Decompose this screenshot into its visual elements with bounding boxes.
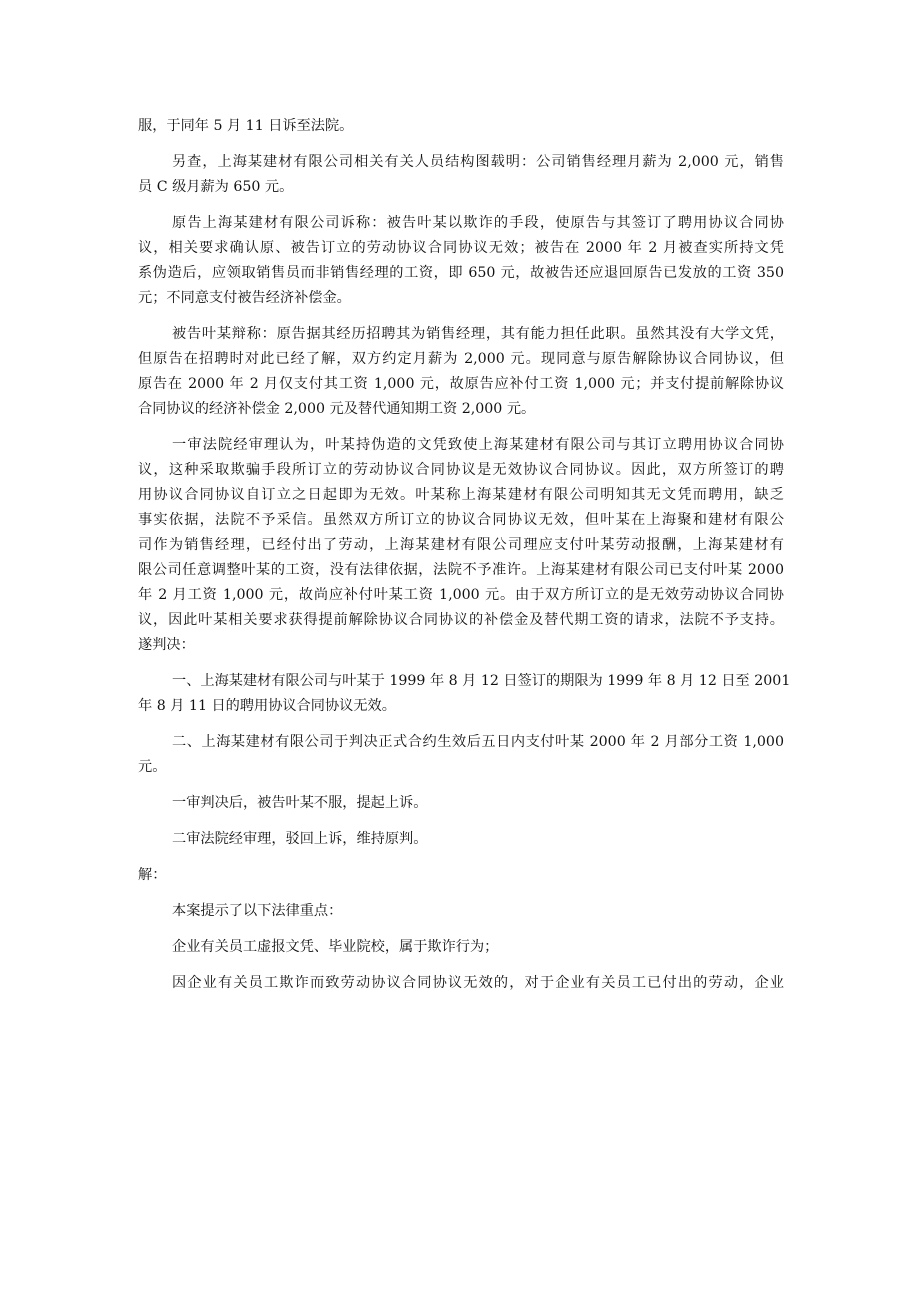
text-line: 年 8 月 11 日的聘用协议合同协议无效。 [138, 698, 396, 714]
paragraph-start-line: 原告上海某建材有限公司诉称：被告叶某以欺诈的手段，使原告与其签订了聘用协议合同协 [172, 215, 784, 231]
text-line: 元。 [138, 759, 167, 775]
paragraph-start-line: 因企业有关员工欺诈而致劳动协议合同协议无效的，对于企业有关员工已付出的劳动，企业 [172, 975, 784, 991]
paragraph-start-line: 被告叶某辩称：原告据其经历招聘其为销售经理，其有能力担任此职。虽然其没有大学文凭， [172, 326, 784, 342]
paragraph-start-line: 一、上海某建材有限公司与叶某于 1999 年 8 月 12 日签订的期限为 1999 年 8 月 12 日至 2001 [172, 673, 791, 689]
text-line: 议，相关要求确认原、被告订立的劳动协议合同协议无效；被告在 2000 年 2 月被查实所持文凭 [138, 240, 784, 256]
document-page [138, 114, 791, 996]
text-line: 年 2 月工资 1,000 元，故尚应补付叶某工资 1,000 元。由于双方所订立的是无效劳动协议合同协 [138, 587, 784, 603]
text-line: 但原告在招聘时对此已经了解，双方约定月薪为 2,000 元。现同意与原告解除协议合同协议，但 [138, 351, 784, 367]
text-line: 元；不同意支付被告经济补偿金。 [138, 290, 351, 306]
text-line: 限公司任意调整叶某的工资，没有法律依据，法院不予准许。上海某建材有限公司已支付叶某 2000 [138, 562, 784, 578]
text-line: 事实依据，法院不予采信。虽然双方所订立的协议合同协议无效，但叶某在上海聚和建材有限公 [138, 512, 784, 528]
paragraph-line: 企业有关员工虚报文凭、毕业院校，属于欺诈行为； [172, 939, 499, 955]
text-line: 服，于同年 5 月 11 日诉至法院。 [138, 118, 354, 134]
section-label: 解： [138, 867, 167, 883]
text-line: 遂判决： [138, 637, 195, 653]
text-line: 原告在 2000 年 2 月仅支付其工资 1,000 元，故原告应补付工资 1,000 元；并支付提前解除协议 [138, 376, 784, 392]
paragraph-line: 一审判决后，被告叶某不服，提起上诉。 [172, 795, 428, 811]
paragraph-start-line: 另查，上海某建材有限公司相关有关人员结构图载明：公司销售经理月薪为 2,000 元，销售 [172, 154, 784, 170]
paragraph-line: 本案提示了以下法律重点： [172, 903, 343, 919]
text-line: 用协议合同协议自订立之日起即为无效。叶某称上海某建材有限公司明知其无文凭而聘用，缺乏 [138, 487, 784, 503]
text-line: 司作为销售经理，已经付出了劳动，上海某建材有限公司理应支付叶某劳动报酬，上海某建材有 [138, 537, 784, 553]
paragraph-start-line: 二、上海某建材有限公司于判决正式合约生效后五日内支付叶某 2000 年 2 月部分工资 1,000 [172, 734, 784, 750]
text-line: 系伪造后，应领取销售员而非销售经理的工资，即 650 元，故被告还应退回原告已发放的工资 350 [138, 265, 784, 281]
text-line: 合同协议的经济补偿金 2,000 元及替代通知期工资 2,000 元。 [138, 401, 536, 417]
text-line: 议，这种采取欺骗手段所订立的劳动协议合同协议是无效协议合同协议。因此，双方所签订的聘 [138, 462, 784, 478]
text-line: 员 C 级月薪为 650 元。 [138, 179, 294, 195]
paragraph-start-line: 一审法院经审理认为，叶某持伪造的文凭致使上海某建材有限公司与其订立聘用协议合同协 [172, 437, 784, 453]
text-line: 议，因此叶某相关要求获得提前解除协议合同协议的补偿金及替代期工资的请求，法院不予支持。 [138, 612, 784, 628]
paragraph-line: 二审法院经审理，驳回上诉，维持原判。 [172, 831, 428, 847]
